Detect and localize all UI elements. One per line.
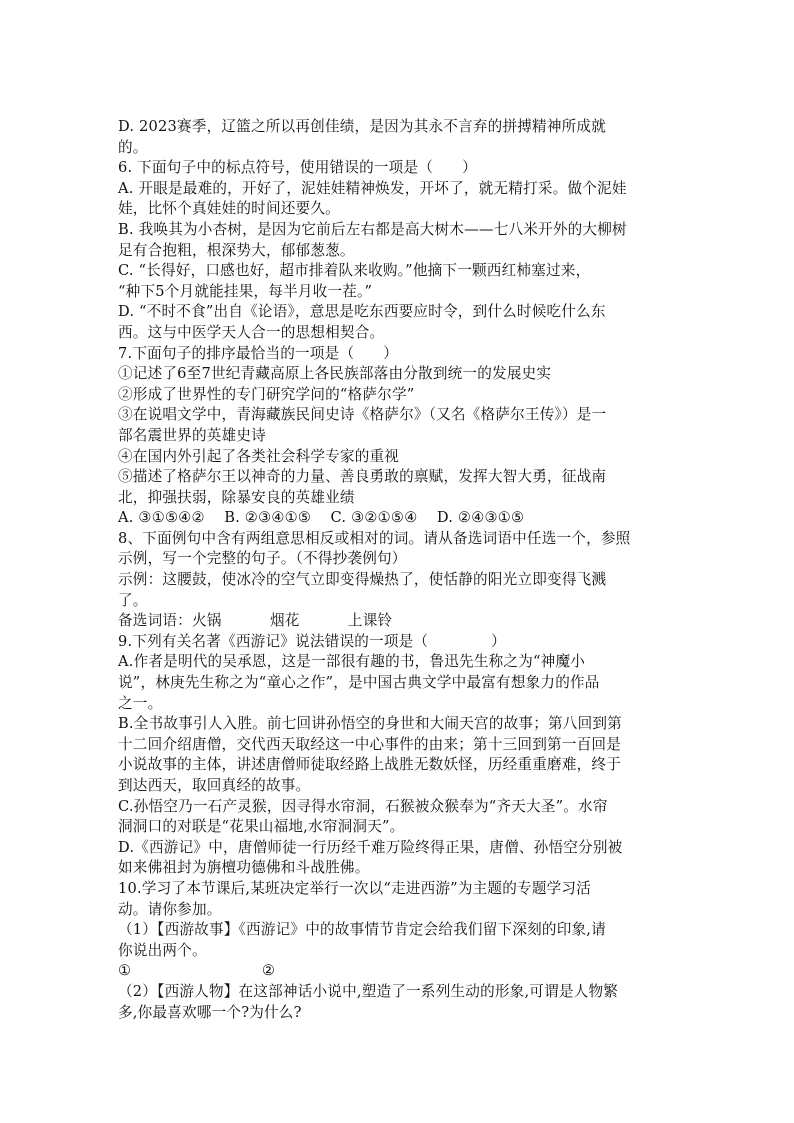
question-7-options: A. ③①⑤④② B. ②③④①⑤ C. ③②①⑤④ D. ②④③①⑤ bbox=[118, 509, 525, 527]
page-content bbox=[118, 117, 678, 1023]
text-line: ⑤描述了格萨尔王以神奇的力量、善良勇敢的禀赋，发挥大智大勇，征战南 bbox=[118, 468, 607, 486]
example-sentence: 示例：这腰鼓，使冰冷的空气立即变得燥热了，使恬静的阳光立即变得飞溅 bbox=[118, 571, 607, 589]
text-line: 之一。 bbox=[118, 694, 163, 712]
candidate-words: 备选词语：火锅 烟花 上课铃 bbox=[118, 612, 393, 630]
text-line: 西。这与中医学天人合一的思想相契合。 bbox=[118, 323, 385, 341]
question-7-stem: 7.下面句子的排序最恰当的一项是（ ） bbox=[118, 344, 399, 362]
text-line: D.《西游记》中，唐僧师徒一行历经千难万险终得正果，唐僧、孙悟空分别被 bbox=[118, 838, 623, 856]
text-line: 北，抑强扶弱，除暴安良的英雄业绩 bbox=[118, 488, 355, 506]
text-line: 部名震世界的英雄史诗 bbox=[118, 426, 266, 444]
text-line: B.全书故事引人入胜。前七回讲孙悟空的身世和大闹天宫的故事；第八回到第 bbox=[118, 715, 622, 733]
sub-question-2: （2）【西游人物】在这部神话小说中,塑造了一系列生动的形象,可谓是人物繁 bbox=[118, 982, 619, 1000]
text-line: 说”，林庚先生称之为“童心之作”，是中国古典文学中最富有想象力的作品 bbox=[118, 674, 600, 692]
text-line: 如来佛祖封为旃檀功德佛和斗战胜佛。 bbox=[118, 859, 370, 877]
question-6-stem: 6. 下面句子中的标点符号，使用错误的一项是（ ） bbox=[118, 159, 477, 177]
text-line: 娃，比怀个真娃娃的时间还要久。 bbox=[118, 200, 340, 218]
answer-blanks: ① ② bbox=[118, 962, 276, 980]
text-line: B. 我唤其为小杏树，是因为它前后左右都是高大树木——七八米开外的大柳树 bbox=[118, 220, 627, 238]
text-line: ③在说唱文学中，青海藏族民间史诗《格萨尔》（又名《格萨尔王传》）是一 bbox=[118, 406, 607, 424]
text-line: 了。 bbox=[118, 591, 148, 609]
text-line: 你说出两个。 bbox=[118, 941, 207, 959]
text-line: 十二回介绍唐僧，交代西天取经这一中心事件的由来；第十三回到第一百回是 bbox=[118, 735, 621, 753]
text-line: 的。 bbox=[118, 138, 148, 156]
text-line: 洞洞口的对联是“花果山福地,水帘洞洞天”。 bbox=[118, 818, 405, 836]
sub-question-1: （1）【西游故事】《西游记》中的故事情节肯定会给我们留下深刻的印象,请 bbox=[118, 921, 606, 939]
text-line: 足有合抱粗，根深势大，郁郁葱葱。 bbox=[118, 241, 355, 259]
text-line: C.孙悟空乃一石产灵猴，因寻得水帘洞，石猴被众猴奉为“齐天大圣”。水帘 bbox=[118, 797, 608, 815]
text-line: ①记述了6至7世纪青藏高原上各民族部落由分散到统一的发展史实 bbox=[118, 365, 552, 383]
question-10-stem: 10.学习了本节课后,某班决定举行一次以“走进西游”为主题的专题学习活 bbox=[118, 879, 591, 897]
text-line: A. 开眼是最难的，开好了，泥娃娃精神焕发，开坏了，就无精打采。做个泥娃 bbox=[118, 179, 627, 197]
text-line: A.作者是明代的吴承恩，这是一部很有趣的书，鲁迅先生称之为“神魔小 bbox=[118, 653, 586, 671]
text-line: D. 2023赛季，辽篮之所以再创佳绩，是因为其永不言弃的拼搏精神所成就 bbox=[118, 118, 607, 135]
text-line: ④在国内外引起了各类社会科学专家的重视 bbox=[118, 447, 400, 465]
text-line: D. “不时不食”出自《论语》，意思是吃东西要应时令，到什么时候吃什么东 bbox=[118, 303, 606, 321]
text-line: 小说故事的主体，讲述唐僧师徒取经路上战胜无数妖怪，历经重重磨难，终于 bbox=[118, 756, 621, 774]
text-line: 动。请你参加。 bbox=[118, 900, 222, 918]
text-line: 示例，写一个完整的句子。（不得抄袭例句） bbox=[118, 550, 407, 568]
text-line: ②形成了世界性的专门研究学问的“格萨尔学” bbox=[118, 385, 415, 403]
text-line: “种下5个月就能挂果，每半月收一茬。” bbox=[118, 282, 373, 300]
text-line: C. “长得好，口感也好，超市排着队来收购。”他摘下一颗西红柿塞过来， bbox=[118, 262, 591, 280]
text-line: 到达西天，取回真经的故事。 bbox=[118, 777, 311, 794]
question-9-stem: 9.下列有关名著《西游记》说法错误的一项是（ ） bbox=[118, 632, 506, 650]
text-line: 多,你最喜欢哪一个?为什么? bbox=[118, 1003, 302, 1021]
question-8-stem: 8、下面例句中含有两组意思相反或相对的词。请从备选词语中任选一个，参照 bbox=[118, 529, 631, 547]
